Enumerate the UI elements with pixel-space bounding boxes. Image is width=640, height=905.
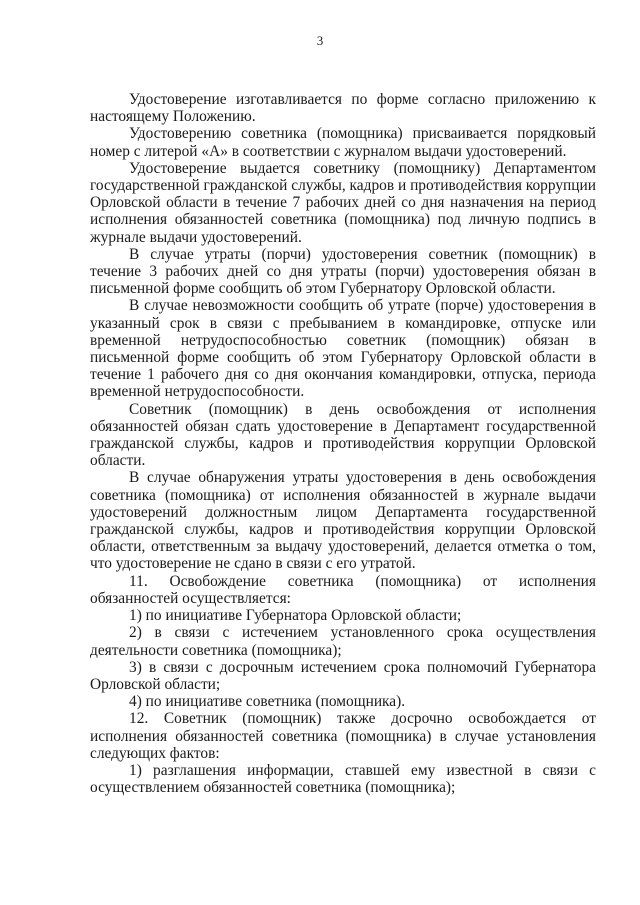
list-item-11-1: 1) по инициативе Губернатора Орловской области; [129,607,462,625]
document-body [90,91,596,796]
list-item-11-2: 2) в связи с истечением установленного срока осуществления деятельности советника (помощника); [90,624,596,659]
paragraph-loss-on-release: В случае обнаружения утраты удостоверения в день освобождения советника (помощника) от исполнения обязанностей в журнале выдачи удостоверений должностным лицом Департамента государственной гражданской службы, кадров и противодействия коррупции Орловской области, ответственным за выдачу удостоверений, делается отметка о том, что удостоверение не сдано в связи с его утратой. [90,469,596,573]
list-item-11-3: 3) в связи с досрочным истечением срока полномочий Губернатора Орловской области; [90,658,596,693]
paragraph-section-11: 11. Освобождение советника (помощника) от исполнения обязанностей осуществляется: [90,572,596,607]
paragraph-loss-report-delayed: В случае невозможности сообщить об утрате (порче) удостоверения в указанный срок в связи с пребыванием в командировке, отпуске или временной нетрудоспособностью советник (помощник) обязан в письменной форме сообщить об этом Губернатору Орловской области в течение 1 рабочего дня со дня окончания командировки, отпуска, периода временной нетрудоспособности. [90,297,596,401]
page-number: 3 [316,33,324,48]
paragraph-return-certificate: Советник (помощник) в день освобождения от исполнения обязанностей обязан сдать удостоверение в Департамент государственной гражданской службы, кадров и противодействия коррупции Орловской области. [90,400,596,470]
paragraph-serial-number: Удостоверению советника (помощника) присваивается порядковый номер с литерой «А» в соответствии с журналом выдачи удостоверений. [90,125,596,160]
list-item-11-4: 4) по инициативе советника (помощника). [129,693,406,711]
paragraph-certificate-form: Удостоверение изготавливается по форме согласно приложению к настоящему Положению. [90,91,596,126]
paragraph-issuance: Удостоверение выдается советнику (помощнику) Департаментом государственной гражданской службы, кадров и противодействия коррупции Орловской области в течение 7 рабочих дней со дня назначения на период исполнения обязанностей советника (помощника) под личную подпись в журнале выдачи удостоверений. [90,159,596,246]
paragraph-section-12: 12. Советник (помощник) также досрочно освобождается от исполнения обязанностей советника (помощника) в случае установления следующих фактов: [90,710,596,762]
paragraph-loss-report: В случае утраты (порчи) удостоверения советник (помощник) в течение 3 рабочих дней со дня утраты (порчи) удостоверения обязан в письменной форме сообщить об этом Губернатору Орловской области. [90,245,596,298]
list-item-12-1: 1) разглашения информации, ставшей ему известной в связи с осуществлением обязанностей советника (помощника); [90,761,596,797]
